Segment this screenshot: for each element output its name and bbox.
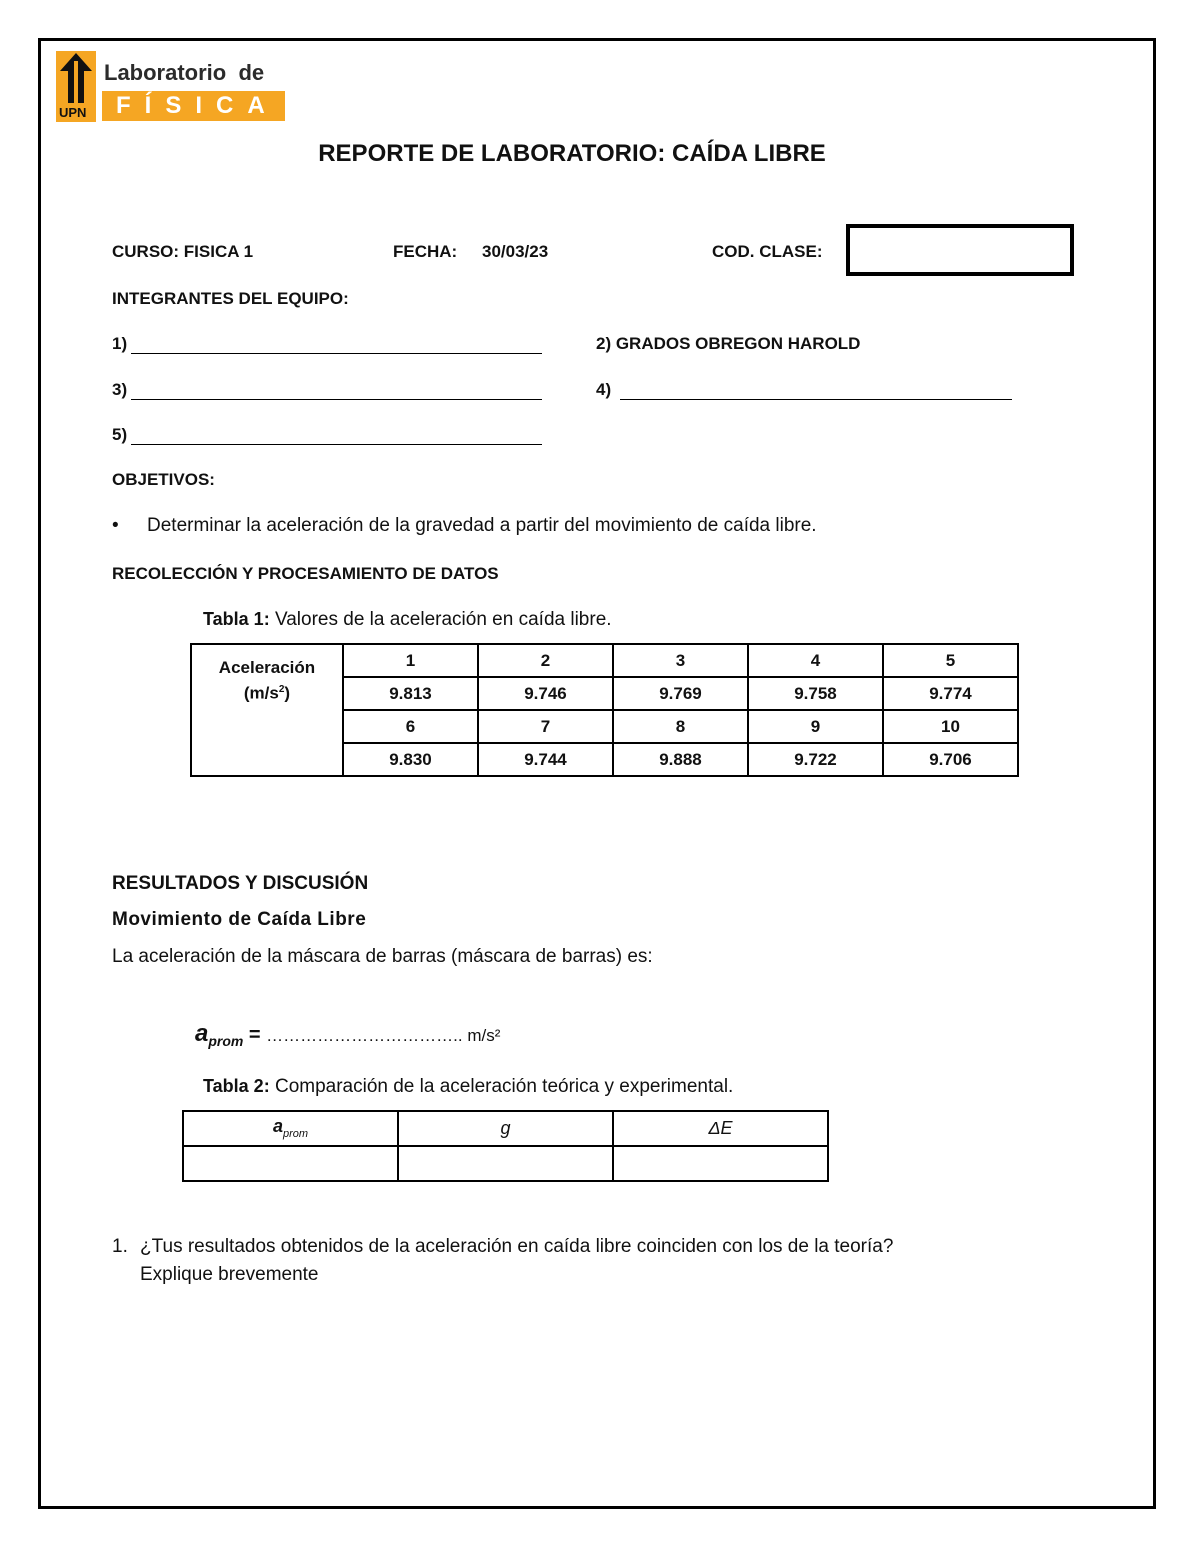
question-line-1: ¿Tus resultados obtenidos de la aceleración en caída libre coinciden con los de la teoría? [140, 1236, 894, 1257]
cod-clase-box[interactable] [846, 224, 1074, 276]
member-3-field[interactable] [131, 399, 542, 400]
question-number: 1. [112, 1236, 128, 1257]
formula-equals: = [243, 1024, 267, 1046]
header-line-1: Aceleración [218, 658, 316, 677]
header-unit-sup: 2 [278, 684, 285, 695]
table-1-caption-label: Tabla 1: [203, 609, 270, 629]
objectives-heading: OBJETIVOS: [112, 470, 215, 489]
objective-item: Determinar la aceleración de la gravedad a partir del movimiento de caída libre. [147, 515, 817, 536]
comparison-table [182, 1110, 829, 1182]
header-unit-close: ) [284, 683, 291, 703]
logo-upn-text: UPN [59, 105, 87, 120]
header-unit: (m/s [243, 683, 279, 703]
page-title: REPORTE DE LABORATORIO: CAÍDA LIBRE [318, 140, 826, 167]
header-g [398, 1111, 613, 1146]
trial-id: 8 [613, 710, 748, 743]
trial-id: 3 [613, 644, 748, 677]
table-row [191, 644, 1018, 677]
header-a: a [272, 1116, 283, 1137]
member-4-field[interactable] [620, 399, 1012, 400]
trial-value: 9.746 [478, 677, 613, 710]
upn-logo-mark [56, 51, 96, 122]
header-a-sub: prom [282, 1127, 309, 1140]
results-text: La aceleración de la máscara de barras (máscara de barras) es: [112, 946, 653, 967]
member-3-label: 3) [112, 380, 128, 399]
member-4-label: 4) [596, 380, 612, 399]
question-line-2: Explique brevemente [140, 1264, 319, 1285]
logo-laboratorio-text: Laboratorio de [104, 60, 265, 85]
trial-id: 7 [478, 710, 613, 743]
trial-value: 9.758 [748, 677, 883, 710]
results-subheading: Movimiento de Caída Libre [112, 909, 367, 930]
arrow-up-icon [56, 51, 96, 107]
cell-a-prom-input[interactable] [183, 1146, 398, 1181]
formula-a: a [195, 1020, 209, 1047]
member-1-field[interactable] [131, 353, 542, 354]
table-2-caption-label: Tabla 2: [203, 1076, 270, 1096]
trial-value: 9.830 [343, 743, 478, 776]
trial-value: 9.888 [613, 743, 748, 776]
table-2-caption-text: Comparación de la aceleración teórica y experimental. [269, 1076, 734, 1097]
trial-value: 9.774 [883, 677, 1018, 710]
member-5-field[interactable] [131, 444, 542, 445]
team-heading: INTEGRANTES DEL EQUIPO: [112, 289, 349, 308]
acceleration-header [191, 644, 343, 776]
formula-unit: m/s² [462, 1026, 501, 1045]
data-heading: RECOLECCIÓN Y PROCESAMIENTO DE DATOS [112, 564, 499, 583]
header-delta-e-text: ΔE [708, 1118, 733, 1138]
trial-value: 9.744 [478, 743, 613, 776]
trial-value: 9.706 [883, 743, 1018, 776]
trial-value: 9.813 [343, 677, 478, 710]
formula-dots[interactable]: …………………………….. [266, 1026, 463, 1045]
fecha-value: 30/03/23 [482, 242, 549, 261]
acceleration-table [190, 643, 1019, 777]
table-2-caption [203, 1076, 733, 1098]
header-a-prom [183, 1111, 398, 1146]
cell-delta-e-input[interactable] [613, 1146, 828, 1181]
trial-id: 10 [883, 710, 1018, 743]
table-row [183, 1111, 828, 1146]
trial-id: 2 [478, 644, 613, 677]
member-1-label: 1) [112, 334, 128, 353]
fecha-label: FECHA: [393, 242, 458, 261]
header-delta-e [613, 1111, 828, 1146]
trial-id: 5 [883, 644, 1018, 677]
header-g-text: g [500, 1118, 511, 1138]
trial-id: 9 [748, 710, 883, 743]
member-5-label: 5) [112, 425, 128, 444]
trial-id: 4 [748, 644, 883, 677]
table-row [183, 1146, 828, 1181]
trial-id: 6 [343, 710, 478, 743]
results-heading: RESULTADOS Y DISCUSIÓN [112, 873, 369, 894]
table-1-caption-text: Valores de la aceleración en caída libre. [269, 609, 612, 630]
trial-id: 1 [343, 644, 478, 677]
bullet-icon: • [112, 515, 119, 536]
member-2-label: 2) GRADOS OBREGON HAROLD [596, 334, 861, 353]
curso-label: CURSO: FISICA 1 [112, 242, 254, 261]
cod-clase-label: COD. CLASE: [712, 242, 823, 261]
trial-value: 9.722 [748, 743, 883, 776]
table-1-caption [203, 609, 612, 631]
formula-a-prom [195, 1020, 500, 1051]
cell-g-input[interactable] [398, 1146, 613, 1181]
logo-fisica-text: FÍSICA [102, 91, 285, 121]
formula-sub: prom [208, 1032, 244, 1049]
trial-value: 9.769 [613, 677, 748, 710]
